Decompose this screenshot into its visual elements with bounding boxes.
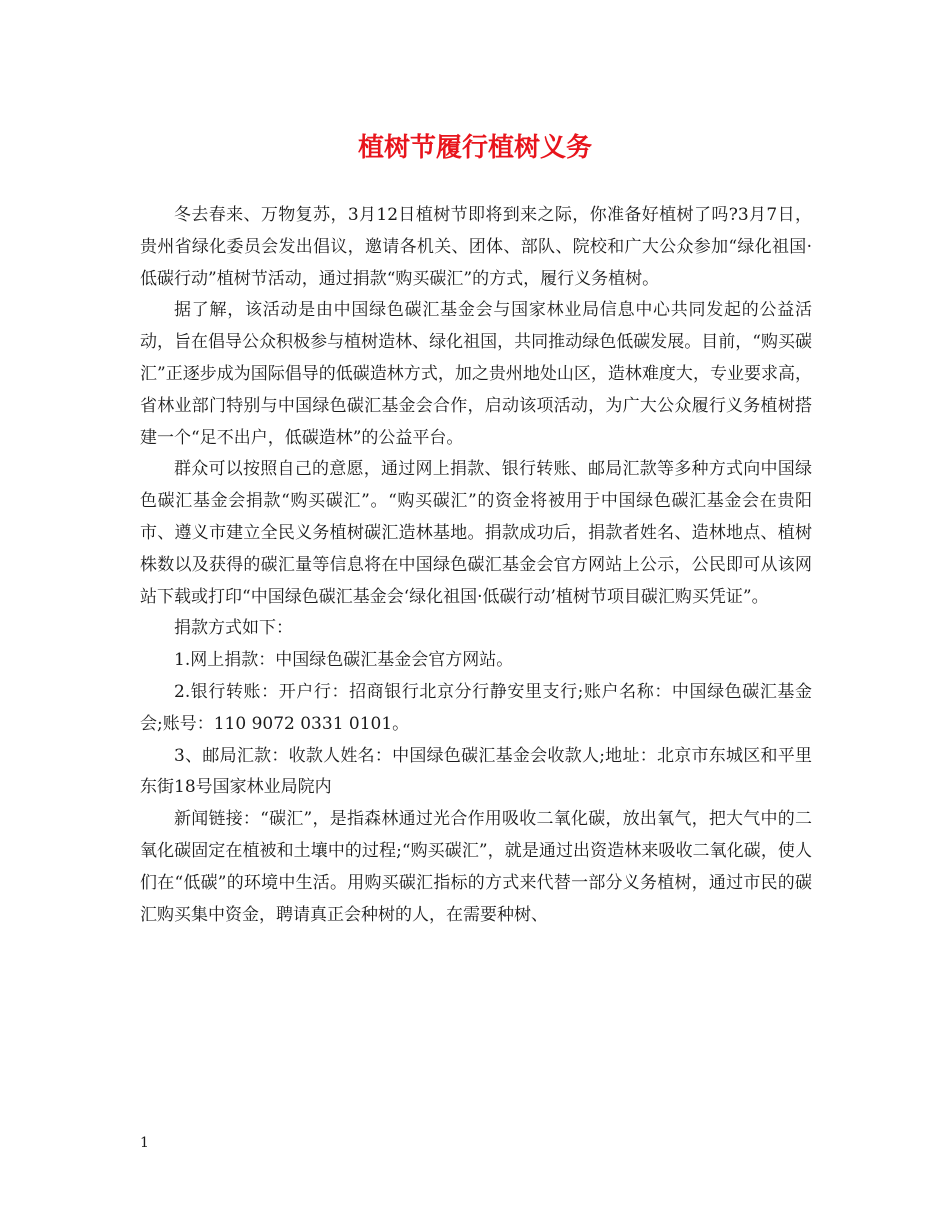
paragraph-method-post: 3、邮局汇款：收款人姓名：中国绿色碳汇基金会收款人;地址：北京市东城区和平里东街18号国家林业局院内	[140, 745, 812, 798]
page-number: 1	[140, 1135, 149, 1151]
page-title: 植树节履行植树义务	[357, 133, 592, 163]
paragraph-news-link: 新闻链接：“碳汇”，是指森林通过光合作用吸收二氧化碳，放出氧气，把大气中的二氧化碳固定在植被和土壤中的过程;“购买碳汇”，就是通过出资造林来吸收二氧化碳，使人们在“低碳”的环境中生活。用购买碳汇指标的方式来代替一部分义务植树，通过市民的碳汇购买集中资金，聘请真正会种树的人，在需要种树、	[140, 809, 812, 925]
paragraph-donation-info: 群众可以按照自己的意愿，通过网上捐款、银行转账、邮局汇款等多种方式向中国绿色碳汇基金会捐款“购买碳汇”。“购买碳汇”的资金将被用于中国绿色碳汇基金会在贵阳市、遵义市建立全民义务植树碳汇造林基地。捐款成功后，捐款者姓名、造林地点、植树株数以及获得的碳汇量等信息将在中国绿色碳汇基金会官方网站上公示，公民即可从该网站下载或打印“中国绿色碳汇基金会‘绿化祖国·低碳行动’植树节项目碳汇购买凭证”。	[140, 459, 812, 607]
paragraph-intro: 冬去春来、万物复苏，3月12日植树节即将到来之际，你准备好植树了吗?3月7日，贵州省绿化委员会发出倡议，邀请各机关、团体、部队、院校和广大公众参加“绿化祖国·低碳行动”植树节活动，通过捐款“购买碳汇”的方式，履行义务植树。	[140, 205, 812, 289]
paragraph-background: 据了解，该活动是由中国绿色碳汇基金会与国家林业局信息中心共同发起的公益活动，旨在倡导公众积极参与植树造林、绿化祖国，共同推动绿色低碳发展。目前，“购买碳汇”正逐步成为国际倡导的低碳造林方式，加之贵州地处山区，造林难度大，专业要求高，省林业部门特别与中国绿色碳汇基金会合作，启动该项活动，为广大公众履行义务植树搭建一个“足不出户，低碳造林”的公益平台。	[140, 300, 812, 448]
paragraph-method-bank: 2.银行转账：开户行：招商银行北京分行静安里支行;账户名称：中国绿色碳汇基金会;账号：110 9072 0331 0101。	[140, 681, 812, 734]
document-body	[140, 200, 812, 931]
paragraph-donation-methods-heading: 捐款方式如下：	[174, 618, 293, 639]
paragraph-method-online: 1.网上捐款：中国绿色碳汇基金会官方网站。	[174, 650, 514, 671]
